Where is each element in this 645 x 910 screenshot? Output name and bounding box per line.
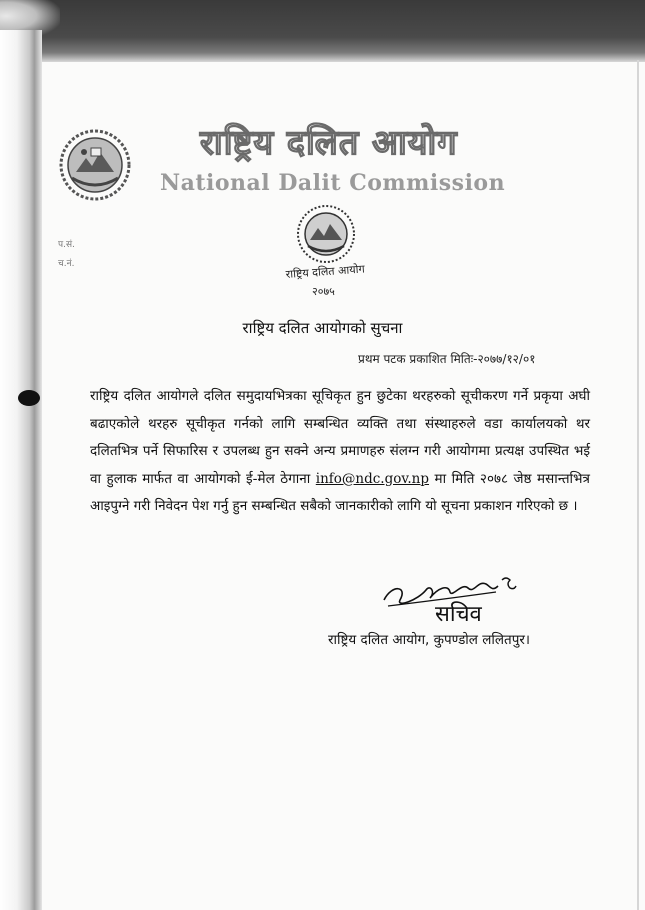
stamp-year: २०७५ <box>312 285 335 298</box>
stamp-emblem-icon <box>282 200 372 300</box>
commission-logo-icon <box>58 128 132 202</box>
org-name-english: National Dalit Commission <box>160 170 506 196</box>
stamp-text: राष्ट्रिय दलित आयोग <box>285 262 366 281</box>
signatory-address: राष्ट्रिय दलित आयोग, कुपण्डोल ललितपुर। <box>328 632 531 648</box>
official-stamp <box>282 200 372 300</box>
scan-shadow-top <box>0 0 645 62</box>
notice-body <box>90 383 590 521</box>
reference-number-label: प.सं. <box>58 240 75 250</box>
page-edge-line <box>637 60 639 910</box>
org-name-nepali: राष्ट्रिय दलित आयोग <box>200 123 458 163</box>
scan-shadow-left <box>0 30 42 910</box>
notice-body-part-1: राष्ट्रिय दलित आयोगले दलित समुदायभित्रका सूचिकृत हुन छुटेका थरहरुको सूचीकरण गर्ने प्रकृया अघी बढाएकोले थरहरु सूचीकृत गर्नको लागि सम्बन्धित व्यक्ति तथा संस्थाहरुले वडा कार्यालयको थर दलितभित्र पर्ने सिफारिस र उपलब्ध हुन सक्ने अन्य प्रमाणहरु संलग्न गरी आयोगमा प्रत्यक्ष उपस्थित भई वा हुलाक मार्फत वा आयोगको ई-मेल ठेगाना <box>90 388 591 487</box>
punch-hole <box>18 390 40 406</box>
notice-title: राष्ट्रिय दलित आयोगको सुचना <box>242 319 403 337</box>
dispatch-number-label: च.नं. <box>58 259 75 269</box>
email-link[interactable]: info@ndc.gov.np <box>315 470 430 487</box>
signatory-title: सचिव <box>435 602 482 627</box>
publication-date: प्रथम पटक प्रकाशित मितिः-२०७७/१२/०१ <box>358 352 536 366</box>
notice-body-part-2: मा मिति २०७८ जेष्ठ मसान्तभित्र आइपुग्ने गरी निवेदन पेश गर्नु हुन सम्बन्धित सबैको जानकारीको लागि यो सूचना प्रकाशन गरिएको छ । <box>90 470 590 514</box>
